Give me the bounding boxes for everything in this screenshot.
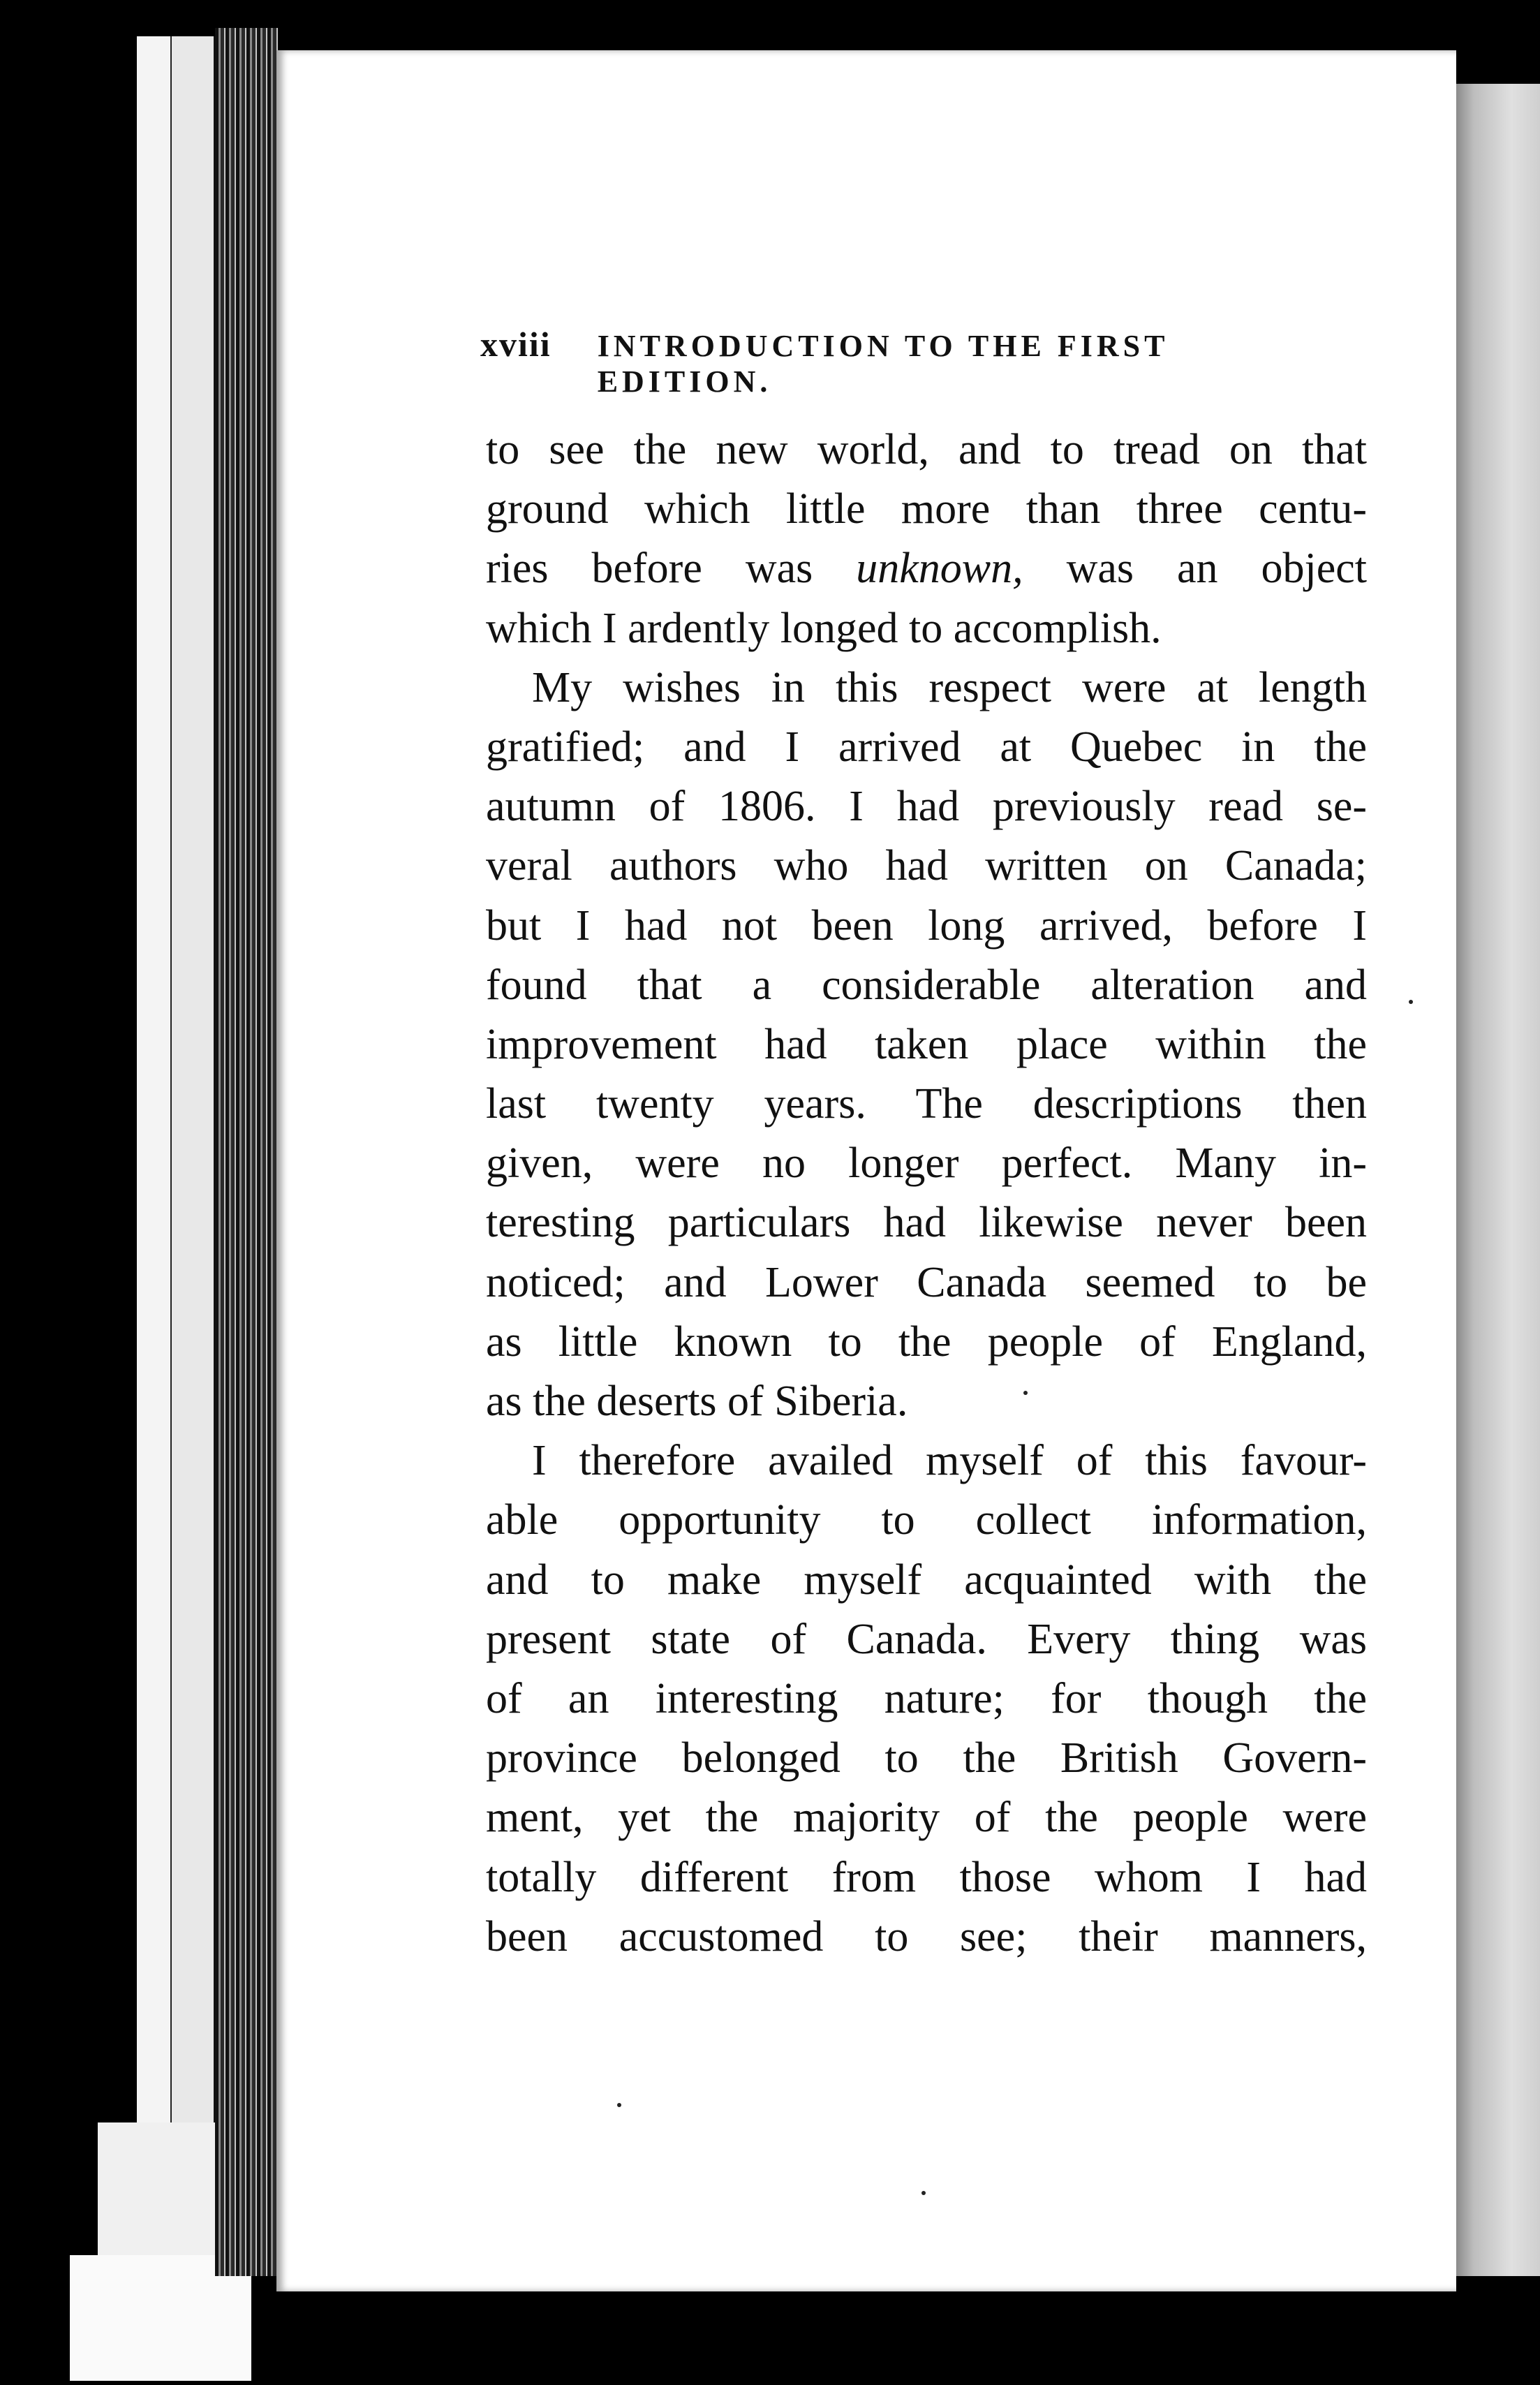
text-line: I therefore availed myself of this favour- [532,1437,1367,1485]
text-line: improvement had taken place within the [486,1020,1367,1068]
paper-speck [1023,1391,1028,1395]
text-line: as little known to the people of England, [486,1317,1367,1366]
book-binding [215,28,278,2276]
text-line: noticed; and Lower Canada seemed to be [486,1258,1367,1306]
text-line: totally different from those whom I had [486,1853,1367,1901]
text-line: last twenty years. The descriptions then [486,1080,1367,1128]
page-edge-stack [137,36,172,2124]
text-line: able opportunity to collect information, [486,1496,1367,1544]
text-line: gratified; and I arrived at Quebec in the [486,723,1367,771]
text-line [486,539,1367,598]
body-text [486,420,1367,1967]
text-line: My wishes in this respect were at length [532,663,1367,711]
text-line: ment, yet the majority of the people were [486,1794,1367,1842]
book-page [276,50,1456,2291]
paper-speck [1409,1000,1413,1004]
text-line: province belonged to the British Govern- [486,1734,1367,1782]
page-number: xviii [480,325,551,364]
text-line: and to make myself acquainted with the [486,1556,1367,1604]
text-line: veral authors who had written on Canada; [486,842,1367,890]
running-head [480,324,1304,399]
text-line: which I ardently longed to accomplish. [486,604,1162,652]
text-line: autumn of 1806. I had previously read se- [486,783,1367,831]
text-line: present state of Canada. Every thing was [486,1615,1367,1663]
text-line: ground which little more than three centu- [486,485,1367,533]
text-line: given, were no longer perfect. Many in- [486,1139,1367,1188]
facing-page-edge [1445,84,1540,2276]
emphasis-word: unknown, [856,545,1023,593]
paper-speck [617,2103,621,2107]
paper-speck [921,2191,926,2195]
text-line: found that a considerable alteration and [486,961,1367,1009]
text-line: been accustomed to see; their manners, [486,1912,1367,1961]
text-run: ries before was [486,545,857,593]
text-line: to see the new world, and to tread on that [486,426,1367,473]
running-head-title: INTRODUCTION TO THE FIRST EDITION. [597,329,1169,399]
text-line: of an interesting nature; for though the [486,1674,1367,1722]
page-edge-stack [172,36,216,2131]
text-line: teresting particulars had likewise never been [486,1199,1367,1247]
text-line: but I had not been long arrived, before I [486,901,1367,950]
text-line: as the deserts of Siberia. [486,1378,908,1425]
text-run: was an object [1023,545,1367,593]
